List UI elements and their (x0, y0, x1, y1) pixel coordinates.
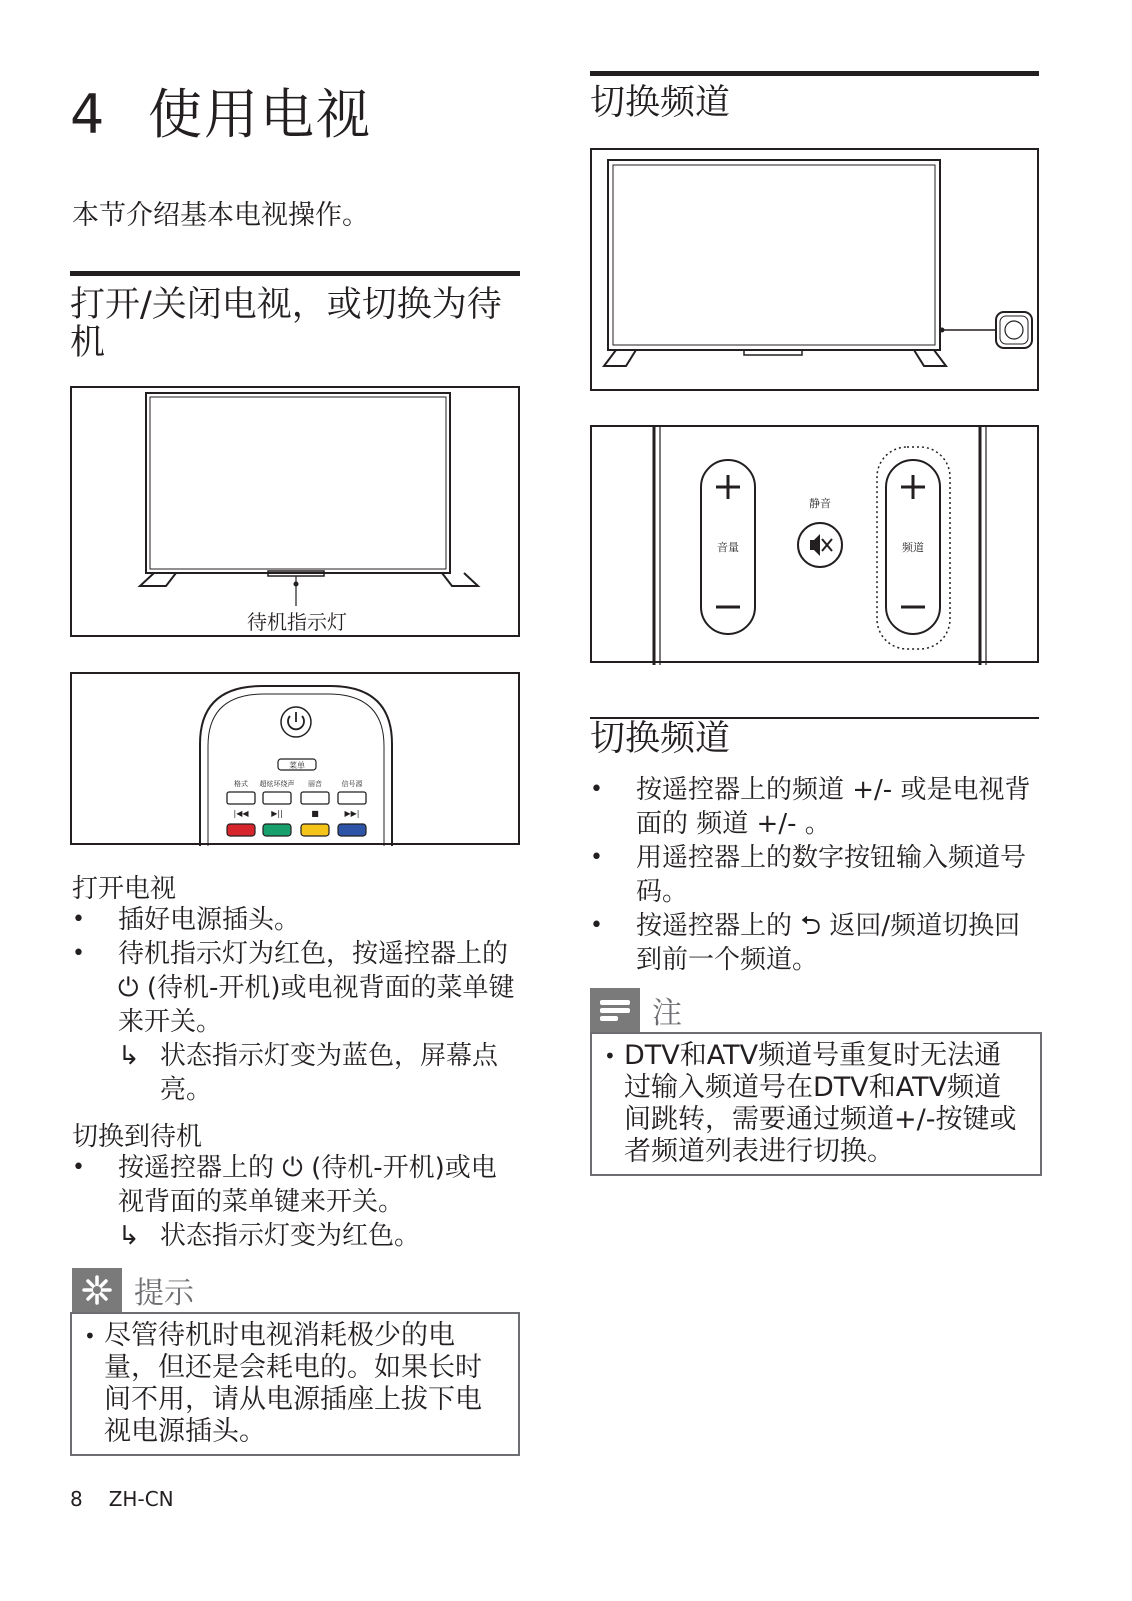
channel-label: 频道 (902, 541, 924, 554)
channel-sub-heading: 切换频道 (590, 719, 731, 759)
tv-back-figure (590, 148, 1039, 391)
tip-star-icon (72, 1268, 122, 1312)
tip-box: • 尽管待机时电视消耗极少的电量，但还是会耗电的。如果长时间不用，请从电源插座上拔下电视电源插头。 (70, 1312, 520, 1456)
format-label: 格式 (234, 780, 248, 788)
turn-on-title: 打开电视 (72, 874, 177, 904)
tip-header (72, 1268, 194, 1312)
chapter-number: 4 (70, 83, 107, 146)
standby-indicator-callout: 待机指示灯 (247, 610, 347, 634)
section-rule (70, 271, 520, 276)
result-arrow-icon: ↳ (118, 1041, 140, 1071)
blue-key (338, 824, 366, 836)
result-line: ↳ 状态指示灯变为红色。 (118, 1221, 421, 1251)
list-item: • 按遥控器上的 ⮌ 返回/频道切换回到前一个频道。 (590, 911, 1021, 975)
source-label: 信号源 (341, 780, 363, 788)
section-rule (590, 71, 1039, 76)
note-label: 注 (652, 996, 682, 1031)
standby-list (72, 1151, 520, 1253)
page-footer (70, 1487, 174, 1511)
red-key (227, 824, 255, 836)
channel-section-heading: 切换频道 (590, 83, 731, 123)
channel-up-icon (901, 475, 925, 499)
power-icon (281, 707, 311, 737)
turn-on-list (72, 903, 520, 1107)
surround-button (263, 792, 291, 804)
control-panel-illustration (592, 427, 1041, 665)
tv-standby-figure (70, 386, 520, 637)
green-key (263, 824, 291, 836)
yellow-key (301, 824, 329, 836)
menu-label: 菜单 (289, 761, 305, 770)
intro-text: 本节介绍基本电视操作。 (72, 200, 369, 231)
list-item: • 待机指示灯为红色，按遥控器上的 ⏻ (待机-开机)或电视背面的菜单键来开关。 ↳ 状态指示灯变为蓝色，屏幕点亮。 (72, 937, 520, 1107)
surround-label: 超炫环绕声 (259, 780, 295, 788)
note-icon (590, 988, 640, 1032)
chapter-name: 使用电视 (148, 83, 372, 146)
tv-back-illustration (592, 150, 1041, 393)
list-item: • 用遥控器上的数字按钮输入频道号码。 (590, 843, 1027, 907)
chapter-title (70, 72, 372, 149)
power-section-heading: 打开/关闭电视，或切换为待机 (70, 285, 502, 363)
volume-label: 音量 (717, 541, 739, 554)
volume-up-icon (716, 475, 740, 499)
tip-text: 尽管待机时电视消耗极少的电量，但还是会耗电的。如果长时间不用，请从电源插座上拔下电视电源插头。 (104, 1320, 482, 1447)
mute-label: 静音 (809, 497, 831, 510)
note-box: • DTV和ATV频道号重复时无法通过输入频道号在DTV和ATV频道间跳转，需要通过频道+/-按键或者频道列表进行切换。 (590, 1032, 1042, 1176)
tip-label: 提示 (134, 1276, 194, 1311)
list-item: • 按遥控器上的 ⏻ (待机-开机)或电视背面的菜单键来开关。 ↳ 状态指示灯变为红色。 (72, 1151, 520, 1253)
list-item: • 插好电源插头。 (72, 905, 301, 935)
play-pause-icon: ▶|| (271, 809, 283, 818)
control-joystick-icon (996, 312, 1032, 348)
control-panel-figure (590, 425, 1039, 663)
note-header (590, 988, 682, 1032)
mute-icon (798, 523, 842, 567)
nicam-button (301, 792, 329, 804)
remote-figure (70, 672, 520, 845)
tv-illustration (72, 388, 522, 639)
result-line: ↳ 状态指示灯变为蓝色，屏幕点亮。 (118, 1041, 499, 1105)
language-code: ZH-CN (108, 1487, 174, 1511)
page-number: 8 (70, 1487, 83, 1511)
stop-icon: ■ (311, 809, 319, 818)
prev-icon: |◀◀ (233, 809, 249, 818)
format-button (227, 792, 255, 804)
source-button (338, 792, 366, 804)
nicam-label: 丽音 (308, 780, 322, 788)
list-item: • 按遥控器上的频道 +/- 或是电视背面的 频道 +/- 。 (590, 775, 1031, 839)
standby-title: 切换到待机 (72, 1122, 203, 1152)
note-text: DTV和ATV频道号重复时无法通过输入频道号在DTV和ATV频道间跳转，需要通过频道+/-按键或者频道列表进行切换。 (624, 1040, 1017, 1167)
result-arrow-icon: ↳ (118, 1221, 140, 1251)
next-icon: ▶▶| (344, 809, 360, 818)
channel-list (590, 773, 1038, 977)
